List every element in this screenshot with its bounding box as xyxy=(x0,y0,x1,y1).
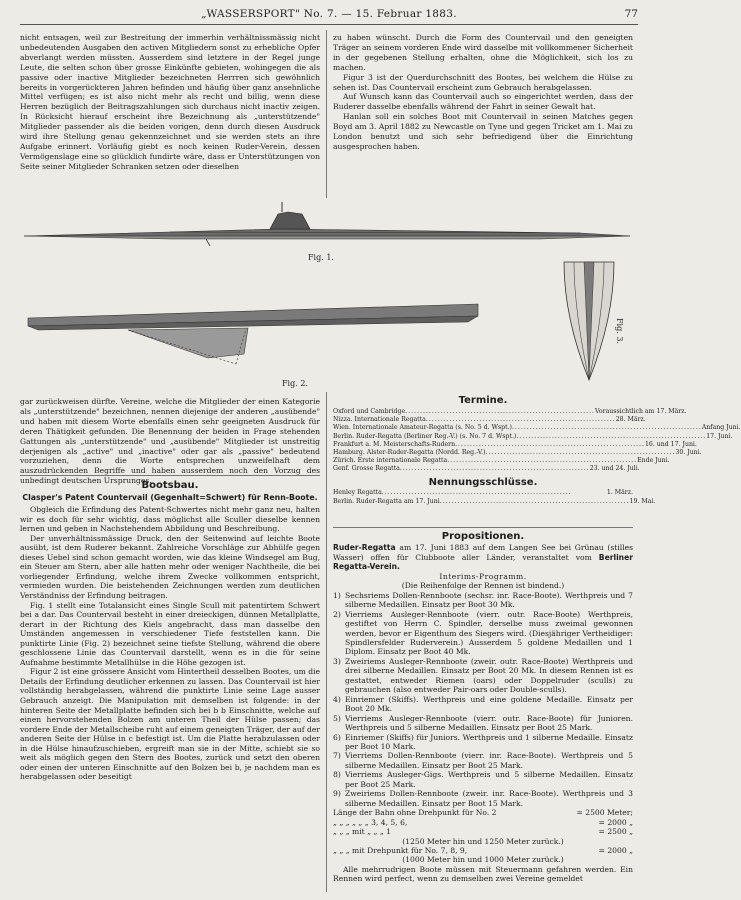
termine-item: Genf. Grosse Regatta ................................................................ 23. und 24. Juli. xyxy=(333,465,640,473)
bootsbau-paragraph-1: Obgleich die Erfindung des Patent-Schwertes nicht mehr ganz neu, halten wir es doch für sehr wichtig, dass möglichst alle Sculler dieselbe kennen lernen und geben in Nachstehendem Abbildung und Beschreibung. xyxy=(20,505,320,534)
race-item: 7) Vierriems Dollen-Rennboote (vierr. inr. Race-Boote). Werthpreis und 5 silberne Medaillen. Einsatz per Boot 25 Mark. xyxy=(333,751,633,770)
countervail-paragraph-4: Hanlan soll ein solches Boot mit Countervail in seinen Matches gegen Boyd am 3. April 1882 zu Newcastle on Tyne und gegen Tricket am 1. Mai zu London benutzt und sich sehr befriedigend über die Einrichtung ausgesprochen haben. xyxy=(333,112,633,151)
top-left-column xyxy=(20,33,320,172)
termine-item: Wien. Internationale Amateur-Regatta (s. No. 5 d. Wspt.) ................................................................ Anfang Juni. xyxy=(333,424,741,432)
race-item: 1) Sechsriems Dollen-Rennboote (sechsr. inr. Race-Boote). Werthpreis und 7 silberne Medaillen. Einsatz per Boot 30 Mk. xyxy=(333,590,633,610)
termine-item: Zürich. Erste internationale Regatta ................................................................ Ende Juni. xyxy=(333,457,670,465)
termine-heading: Termine. xyxy=(458,395,508,406)
figure-3-caption: Fig. 3. xyxy=(615,318,624,344)
program-title: Interims-Programm. xyxy=(439,571,527,581)
program-note: (Die Reihenfolge der Rennen ist bindend.) xyxy=(401,581,565,591)
column-divider-lower xyxy=(326,392,327,892)
page-number: 77 xyxy=(624,8,638,20)
race-item: 2) Vierriems Ausleger-Rennboote (vierr. outr. Race-Boote) Werthpreis, gestiftet von Herrn C. Spindler, derselbe muss zweimal gewonnen werden, bevor er Eigenthum des Siegers wird. (Diesjähriger Vertheidiger: Spindlersfelder Ruderverein.) Ausserdem 5 goldene Medaillen und 1 Diplom. Einsatz per Boot 40 Mk. xyxy=(333,609,633,657)
race-item: 3) Zweiriems Ausleger-Rennboote (zweir. outr. Race-Boote) Werthpreis und drei silberne Medaillen. Einsatz per Boot 20 Mk. In diesem Rennen ist es gestattet, entweder Riemen (oars) oder Doppelruder (sculls) zu gebrauchen (also entweder Pair-oars oder Double-sculls). xyxy=(333,656,633,695)
race-item: 4) Einriemer (Skiffs). Werthpreis und eine goldene Medaille. Einsatz per Boot 20 Mk. xyxy=(333,694,633,714)
section-divider-right xyxy=(333,527,633,528)
race-item: 9) Zweiriems Dollen-Rennboote (zweir. inr. Race-Boote). Werthpreis und 3 silberne Medaillen. Einsatz per Boot 15 Mark. xyxy=(333,789,633,808)
column-divider-top xyxy=(326,30,327,198)
termine-section xyxy=(333,394,741,506)
nennung-item: Berlin. Ruder-Regatta am 17. Juni ................................................................ 19. Mai. xyxy=(333,497,656,505)
propositionen-closing: Alle mehrrudrigen Boote müssen mit Steuermann gefahren werden. Ein Rennen wird perfect, wenn zu demselben zwei Vereine gemeldet xyxy=(333,864,633,884)
distance-row: „ „ „ „ „ „ 3, 4, 5, 6, = 2000 „ xyxy=(333,817,633,827)
bootsbau-paragraph-4: Figur 2 ist eine grössere Ansicht vom Hintertheil desselben Bootes, um die Details der Erfindung deutlicher erkennen zu lassen. Das Countervail ist hier vollständig herabgelassen, während die punktirte Linie seine Lage ausser Gebrauch anzeigt. Die Manipulation mit demselben ist folgende: in der hinteren Seite der Metallplatte befinden sich bei b b Einschnitte, welche auf einen hervorstehenden Bolzen am unteren Theil der Hülse passen; das vordere Ende der Metallscheibe ruht auf einem geneigten Träger, der auf der anderen Seite der Hülse in c befestigt ist. Um die Platte herabzulassen oder in die Hülse hinaufzuschieben, ergreift man sie in der Mitte, schiebt sie so weit als möglich gegen den Stern des Bootes, zurück und setzt den oberen oder einen der unteren Einschnitte auf den Bolzen bei b, je nachdem man es herabgelassen oder beseitigt xyxy=(20,667,320,782)
race-item: 6) Einriemer (Skiffs) für Juniors. Werthpreis und 1 silberne Medaille. Einsatz per Boot 10 Mark. xyxy=(333,732,633,751)
distance-row: Länge der Bahn ohne Drehpunkt für No. 2 = 2500 Meter; xyxy=(333,808,633,818)
termine-item: Nizza. Internationale Regatta ................................................................ 28. März. xyxy=(333,416,646,424)
figure-1-caption: Fig. 1. xyxy=(308,253,334,262)
nennung-item: Henley Regatta ................................................................ 1. März. xyxy=(333,489,633,497)
page-header xyxy=(20,8,638,25)
race-item: 5) Vierriems Ausleger-Rennboote (vierr. outr. Race-Boote) für Junioren. Werthpreis und 5 silberne Medaillen. Einsatz per Boot 25 Mark. xyxy=(333,713,633,733)
propositionen-intro: Ruder-Regatta am 17. Juni 1883 auf dem Langen See bei Grünau (stilles Wasser) offen für Clubboote aller Länder, veranstaltet vom Berliner Regatta-Verein. xyxy=(333,543,633,572)
termine-item: Oxford und Cambridge ................................................................ Voraussichtlich am 17. März. xyxy=(333,407,687,415)
termine-item: Frankfurt a. M. Meisterschafts-Rudern ................................................................ 16. und 17. Juni. xyxy=(333,440,697,448)
article-continuation-text: nicht entsagen, weil zur Bestreitung der immerhin verhältnissmässig nicht unbedeutenden Ausgaben den activen Mitgliedern sonst zu erhebliche Opfer abverlangt werden müssten. Ausserdem sind letztere in der Regel junge Leute, die selten schon über grosse Einkünfte gebieten, wohingegen die als passive oder inactive Mitglieder bezeichneten Herrren sich gewöhnlich bereits in vorgerückteren Jahren befinden und häufig über ganz ansehnliche Mittel verfügen; es ist also nicht mehr als recht und billig, wenn diese Herren bezüglich der Beitragszahlungen sich durchaus nicht inactiv zeigen. In Rücksicht hierauf erscheint ihre Bezeichnung als „unterstützende" Mitglieder passender als die beiden vorigen, denn durch diesen Ausdruck wird ihre Stellung genau gekennzeichnet und sie werden stets an ihre Aufgabe erinnert. Vorläufig giebt es noch keinen Ruder-Verein, dessen Vermögenslage eine so glücklich fundirte wäre, dass er Unterstützungen von Seite seiner Mitglieder Schranken setzen oder dieselben xyxy=(20,33,320,171)
race-list xyxy=(333,591,633,808)
figure-3-cross-section xyxy=(560,258,618,388)
header-title: „WASSERSPORT" No. 7. — 15. Februar 1883. xyxy=(201,8,457,20)
termine-item: Berlin. Ruder-Regatta (Berliner Reg.-V.) (s. No. 7 d. Wspt.) ................................................................ 17. Juni. xyxy=(333,432,733,440)
countervail-paragraph-2: Figur 3 ist der Querdurchschnitt des Bootes, bei welchem die Hülse zu sehen ist. Das Countervail erscheint zum Gebrauch herabgelassen. xyxy=(333,72,633,92)
distance-row: (1250 Meter hin und 1250 Meter zurück.) xyxy=(402,836,564,846)
propositionen-heading: Propositionen. xyxy=(441,531,525,542)
figure-2-stern-illustration xyxy=(28,296,478,366)
figure-2-caption: Fig. 2. xyxy=(282,379,308,388)
bootsbau-heading: Bootsbau. xyxy=(141,480,199,491)
bootsbau-paragraph-3: Fig. 1 stellt eine Totalansicht eines Single Scull mit patentirtem Schwert bei a dar. Das Countervail besteht in einer dreieckigen, dünnen Metallplatte, derart in der Richtung des Kiels angebracht, dass man dasselbe den Umständen angemessen in verschiedener Tiefe feststellen kann. Die punktirte Linie (Fig. 2) bezeichnet seine tiefste Stellung, während die obere geschlossene Linie das Countervail darstellt, wenn es in die für seine Aufnahme bestimmte Metallhülse in die Höhe gezogen ist. xyxy=(20,600,320,667)
member-terms-text: gar zurückweisen dürfte. Vereine, welche die Mitglieder der einen Kategorie als „unterstützende" bezeichnen, nennen diejenige der anderen „ausübende" und haben mit diesem Worte ebenfalls einen sehr geeigneten Ausdruck für deren Thätigkeit gefunden. Die Benennung der beiden in Frage stehenden Gattungen als „unterstützende" und „ausübende" Mitglieder ist unstreitig derjenigen als „active" und „inactive" oder gar als „passive" bedeutend vorzuziehen, denn die Worte entsprechen unzweifelhaft dem auszudrückenden Begriffe und haben ausserdem noch den Vorzug des unbedingt deutschen Ursprunges. xyxy=(20,397,320,486)
nennung-list xyxy=(333,489,656,505)
mid-left-column xyxy=(20,397,320,486)
distance-row: „ „ „ mit Drehpunkt für No. 7, 8, 9, = 2000 „ xyxy=(333,845,633,855)
bootsbau-subheading: Clasper's Patent Countervail (Gegenhalt=Schwert) für Renn-Boote. xyxy=(22,492,318,502)
figure-1-boat-illustration xyxy=(20,196,632,246)
race-item: 8) Vierriems Ausleger-Gigs. Werthpreis und 5 silberne Medaillen. Einsatz per Boot 25 Mark. xyxy=(333,770,633,789)
termine-list xyxy=(333,407,741,474)
bootsbau-section xyxy=(20,479,320,782)
top-right-column xyxy=(333,33,633,152)
propositionen-section xyxy=(333,530,633,884)
distance-row: (1000 Meter hin und 1000 Meter zurück.) xyxy=(402,855,564,865)
distance-row: „ „ „ mit „ „ „ 1 = 2500 „ xyxy=(333,827,633,837)
bootsbau-paragraph-2: Der unverhältnissmässige Druck, den der Seitenwind auf leichte Boote ausübt, ist dem Ruderer bekannt. Zahlreiche Vorschläge zur Abhülfe gegen dieses Uebel sind schon gemacht worden, wie das kleine Windsegel am Bug, ein Steuer am Stern, aber alle hatten mehr oder weniger Nachtheile, die bei vorliegender Erfindung, welche ihrem Zwecke vollkommen entspricht, vermieden wurden. Die beistehenden Zeichnungen werden zum deutlichen Verständniss der Erfindung beitragen. xyxy=(20,533,320,601)
nennung-heading: Nennungsschlüsse. xyxy=(428,476,538,488)
termine-item: Hamburg. Alster-Ruder-Regatta (Nordd. Reg.-V.) ................................................................ 30. Juni. xyxy=(333,448,702,456)
countervail-paragraph-1: zu haben wünscht. Durch die Form des Countervail und den geneigten Träger an seinem vorderen Ende wird dasselbe mit vollkommener Sicherheit in der gegebenen Stellung erhalten, ohne die Möglichkeit, sich los zu machen. xyxy=(333,33,633,72)
distance-table xyxy=(333,808,633,865)
countervail-paragraph-3: Auf Wunsch kann das Countervail auch so eingerichtet werden, dass der Ruderer dasselbe ebenfalls während der Fahrt in seiner Gewalt hat. xyxy=(333,92,633,112)
section-divider-left xyxy=(20,475,320,476)
